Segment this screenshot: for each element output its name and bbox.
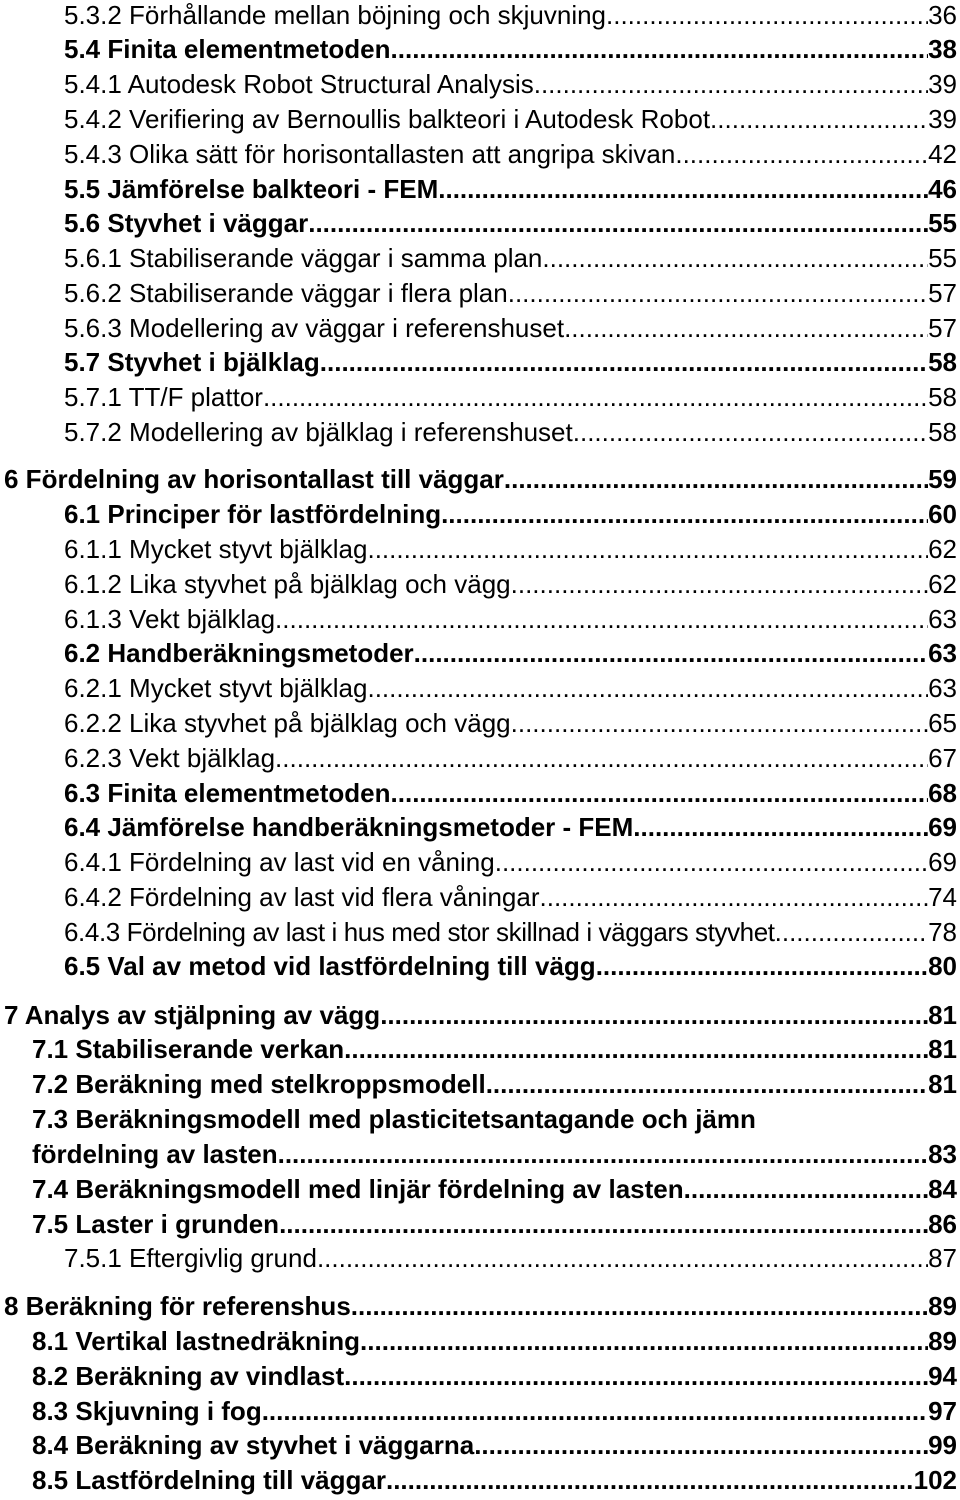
toc-entry-page: 99	[928, 1430, 957, 1460]
toc-entry-6-2-1[interactable]	[64, 673, 957, 703]
toc-entry-page: 69	[928, 812, 957, 842]
toc-entry-page: 55	[928, 243, 957, 273]
toc-entry-page: 78	[928, 917, 957, 947]
toc-entry-5-6[interactable]	[64, 208, 957, 238]
toc-entry-title: 6.1 Principer för lastfördelning	[64, 499, 442, 529]
toc-entry-8-5[interactable]	[32, 1465, 957, 1495]
toc-entry-5-4-3[interactable]	[64, 139, 957, 169]
toc-entry-7-5[interactable]	[32, 1209, 957, 1239]
toc-entry-8-2[interactable]	[32, 1361, 957, 1391]
dot-leader	[438, 174, 928, 204]
toc-entry-page: 83	[928, 1139, 957, 1169]
dot-leader	[344, 1034, 928, 1064]
toc-entry-5-7-2[interactable]	[64, 417, 957, 447]
toc-entry-6-2-2[interactable]	[64, 708, 957, 738]
toc-entry-7-3-line1[interactable]	[32, 1104, 957, 1134]
dot-leader	[414, 638, 928, 668]
toc-entry-6-3[interactable]	[64, 778, 957, 808]
toc-entry-5-6-2[interactable]	[64, 278, 957, 308]
toc-entry-6-2-3[interactable]	[64, 743, 957, 773]
toc-entry-8[interactable]	[4, 1291, 957, 1321]
toc-entry-page: 39	[928, 104, 957, 134]
toc-entry-page: 58	[928, 347, 957, 377]
toc-entry-title: 5.7.2 Modellering av bjälklag i referenshuset	[64, 417, 573, 447]
dot-leader	[474, 1430, 928, 1460]
toc-entry-page: 57	[928, 278, 957, 308]
toc-entry-6-4-1[interactable]	[64, 847, 957, 877]
toc-entry-5-7[interactable]	[64, 347, 957, 377]
toc-entry-6-1-3[interactable]	[64, 604, 957, 634]
toc-entry-title: 6.4.1 Fördelning av last vid en våning	[64, 847, 495, 877]
dot-leader	[573, 417, 928, 447]
toc-entry-5-6-3[interactable]	[64, 313, 957, 343]
dot-leader	[684, 1174, 928, 1204]
dot-leader	[380, 1000, 928, 1030]
toc-entry-title: 8.5 Lastfördelning till väggar	[32, 1465, 386, 1495]
toc-entry-page: 89	[928, 1326, 957, 1356]
toc-entry-7-1[interactable]	[32, 1034, 957, 1064]
toc-entry-6-5[interactable]	[64, 951, 957, 981]
toc-entry-title: 5.7.1 TT/F plattor	[64, 382, 263, 412]
toc-entry-page: 38	[928, 34, 957, 64]
dot-leader	[275, 604, 928, 634]
toc-entry-title: 5.5 Jämförelse balkteori - FEM	[64, 174, 439, 204]
toc-entry-title: 7.3 Beräkningsmodell med plasticitetsantagande och jämn	[32, 1104, 756, 1134]
toc-entry-5-4-2[interactable]	[64, 104, 957, 134]
dot-leader	[262, 1396, 928, 1426]
toc-entry-5-4[interactable]	[64, 34, 957, 64]
dot-leader	[495, 847, 928, 877]
toc-entry-title: 5.3.2 Förhållande mellan böjning och skjuvning	[64, 0, 607, 30]
toc-entry-8-4[interactable]	[32, 1430, 957, 1460]
toc-entry-page: 60	[928, 499, 957, 529]
dot-leader	[596, 951, 928, 981]
toc-entry-6-2[interactable]	[64, 638, 957, 668]
toc-entry-page: 86	[928, 1209, 957, 1239]
toc-entry-6-1-1[interactable]	[64, 534, 957, 564]
toc-entry-title: 7 Analys av stjälpning av vägg	[4, 1000, 381, 1030]
dot-leader	[386, 1465, 914, 1495]
toc-entry-7[interactable]	[4, 1000, 957, 1030]
dot-leader	[275, 743, 928, 773]
toc-entry-page: 39	[928, 69, 957, 99]
toc-entry-title: 8.4 Beräkning av styvhet i väggarna	[32, 1430, 475, 1460]
toc-entry-page: 67	[928, 743, 957, 773]
toc-entry-6-1[interactable]	[64, 499, 957, 529]
toc-entry-title: 6.2 Handberäkningsmetoder	[64, 638, 414, 668]
dot-leader	[351, 1291, 928, 1321]
toc-entry-title: 5.6.1 Stabiliserande väggar i samma plan	[64, 243, 543, 273]
dot-leader	[279, 1209, 928, 1239]
toc-entry-page: 68	[928, 778, 957, 808]
toc-entry-title: 6.1.2 Lika styvhet på bjälklag och vägg	[64, 569, 511, 599]
toc-entry-title: 6.5 Val av metod vid lastfördelning till vägg	[64, 951, 596, 981]
toc-entry-page: 63	[928, 604, 957, 634]
toc-entry-title: fördelning av lasten	[32, 1139, 278, 1169]
toc-entry-title: 5.7 Styvhet i bjälklag	[64, 347, 320, 377]
dot-leader	[540, 882, 929, 912]
toc-entry-title: 5.4.3 Olika sätt för horisontallasten att angripa skivan	[64, 139, 676, 169]
toc-entry-8-1[interactable]	[32, 1326, 957, 1356]
dot-leader	[710, 104, 928, 134]
toc-entry-title: 7.5.1 Eftergivlig grund	[64, 1243, 317, 1273]
dot-leader	[511, 569, 928, 599]
toc-entry-page: 87	[928, 1243, 957, 1273]
dot-leader	[360, 1326, 928, 1356]
toc-entry-title: 5.6.3 Modellering av väggar i referenshuset	[64, 313, 565, 343]
toc-entry-title: 7.4 Beräkningsmodell med linjär fördelning av lasten	[32, 1174, 684, 1204]
toc-entry-title: 7.5 Laster i grunden	[32, 1209, 280, 1239]
toc-entry-7-4[interactable]	[32, 1174, 957, 1204]
toc-entry-page: 81	[928, 1069, 957, 1099]
dot-leader	[263, 382, 928, 412]
dot-leader	[367, 673, 928, 703]
toc-entry-title: 5.4.1 Autodesk Robot Structural Analysis	[64, 69, 534, 99]
toc-entry-5-3-2[interactable]	[64, 0, 957, 30]
toc-entry-page: 69	[928, 847, 957, 877]
dot-leader	[278, 1139, 928, 1169]
dot-leader	[486, 1069, 928, 1099]
toc-entry-page: 84	[928, 1174, 957, 1204]
toc-entry-page: 94	[928, 1361, 957, 1391]
toc-entry-page: 62	[928, 569, 957, 599]
toc-entry-title: 7.2 Beräkning med stelkroppsmodell	[32, 1069, 486, 1099]
toc-entry-page: 65	[928, 708, 957, 738]
dot-leader	[344, 1361, 928, 1391]
toc-entry-6-4-2[interactable]	[64, 882, 957, 912]
toc-entry-page: 58	[928, 417, 957, 447]
dot-leader	[508, 278, 928, 308]
toc-entry-5-7-1[interactable]	[64, 382, 957, 412]
toc-entry-page: 63	[928, 673, 957, 703]
toc-entry-page: 81	[928, 1000, 957, 1030]
dot-leader	[606, 0, 928, 30]
toc-entry-title: 5.4.2 Verifiering av Bernoullis balkteori i Autodesk Robot	[64, 104, 711, 134]
dot-leader	[542, 243, 928, 273]
toc-entry-title: 6 Fördelning av horisontallast till väggar	[4, 464, 504, 494]
toc-entry-8-3[interactable]	[32, 1396, 957, 1426]
dot-leader	[511, 708, 928, 738]
dot-leader	[308, 208, 928, 238]
dot-leader	[675, 139, 928, 169]
toc-entry-title: 5.4 Finita elementmetoden	[64, 34, 391, 64]
dot-leader	[367, 534, 928, 564]
toc-entry-title: 8 Beräkning för referenshus	[4, 1291, 351, 1321]
toc-entry-5-5[interactable]	[64, 174, 957, 204]
toc-entry-title: 5.6.2 Stabiliserande väggar i flera plan	[64, 278, 508, 308]
dot-leader	[775, 917, 928, 947]
toc-entry-6-4[interactable]	[64, 812, 957, 842]
toc-entry-7-5-1[interactable]	[64, 1243, 957, 1273]
toc-entry-page: 81	[928, 1034, 957, 1064]
toc-entry-6[interactable]	[4, 464, 957, 494]
toc-entry-title: 6.3 Finita elementmetoden	[64, 778, 391, 808]
dot-leader	[391, 778, 929, 808]
toc-entry-5-6-1[interactable]	[64, 243, 957, 273]
toc-entry-page: 57	[928, 313, 957, 343]
toc-entry-title: 8.1 Vertikal lastnedräkning	[32, 1326, 361, 1356]
toc-entry-title: 6.4 Jämförelse handberäkningsmetoder - FEM	[64, 812, 634, 842]
toc-entry-title: 6.2.3 Vekt bjälklag	[64, 743, 276, 773]
toc-entry-page: 97	[928, 1396, 957, 1426]
toc-entry-6-4-3[interactable]	[64, 917, 957, 947]
toc-entry-page: 36	[928, 0, 957, 30]
toc-entry-page: 80	[928, 951, 957, 981]
toc-entry-page: 59	[928, 464, 957, 494]
toc-entry-title: 8.2 Beräkning av vindlast	[32, 1361, 345, 1391]
toc-entry-6-1-2[interactable]	[64, 569, 957, 599]
toc-entry-title: 6.2.2 Lika styvhet på bjälklag och vägg	[64, 708, 511, 738]
toc-entry-title: 6.4.3 Fördelning av last i hus med stor skillnad i väggars styvhet	[64, 917, 775, 947]
dot-leader	[504, 464, 928, 494]
toc-entry-page: 74	[928, 882, 957, 912]
toc-entry-title: 7.1 Stabiliserande verkan	[32, 1034, 345, 1064]
toc-entry-7-2[interactable]	[32, 1069, 957, 1099]
toc-entry-title: 8.3 Skjuvning i fog	[32, 1396, 262, 1426]
toc-entry-title: 6.1.1 Mycket styvt bjälklag	[64, 534, 368, 564]
toc-entry-page: 58	[928, 382, 957, 412]
toc-entry-page: 102	[913, 1465, 957, 1495]
toc-entry-page: 63	[928, 638, 957, 668]
dot-leader	[317, 1243, 928, 1273]
dot-leader	[564, 313, 928, 343]
toc-entry-page: 46	[928, 174, 957, 204]
toc-entry-title: 6.1.3 Vekt bjälklag	[64, 604, 276, 634]
dot-leader	[391, 34, 929, 64]
toc-entry-5-4-1[interactable]	[64, 69, 957, 99]
toc-entry-page: 55	[928, 208, 957, 238]
dot-leader	[320, 347, 928, 377]
toc-entry-title: 6.2.1 Mycket styvt bjälklag	[64, 673, 368, 703]
dot-leader	[633, 812, 928, 842]
toc-entry-title: 5.6 Styvhet i väggar	[64, 208, 309, 238]
dot-leader	[441, 499, 928, 529]
toc-entry-page: 89	[928, 1291, 957, 1321]
toc-entry-page: 62	[928, 534, 957, 564]
toc-entry-title: 6.4.2 Fördelning av last vid flera våningar	[64, 882, 540, 912]
dot-leader	[534, 69, 928, 99]
toc-entry-7-3-line2[interactable]	[32, 1139, 957, 1169]
toc-entry-page: 42	[928, 139, 957, 169]
